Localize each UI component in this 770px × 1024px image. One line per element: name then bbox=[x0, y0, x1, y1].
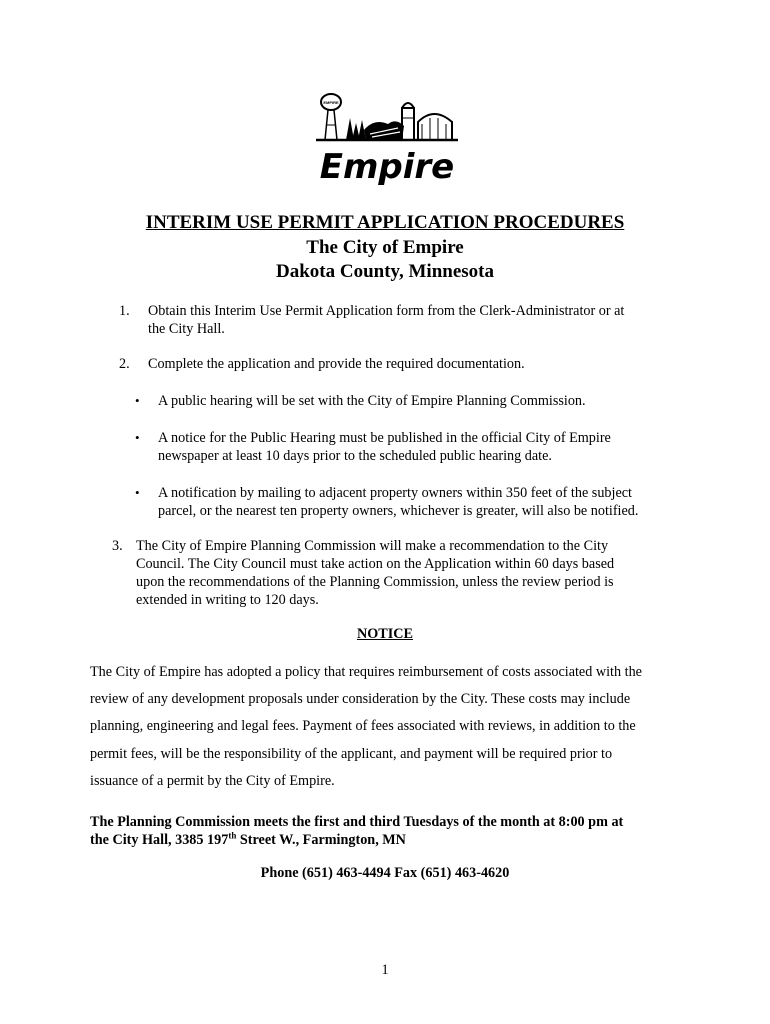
bullet-1-text: A public hearing will be set with the City of Empire Planning Commission. bbox=[158, 393, 586, 409]
meeting-address-part1: the City Hall, 3385 197 bbox=[90, 832, 229, 848]
bullet-icon: • bbox=[135, 485, 140, 500]
page-number: 1 bbox=[381, 962, 389, 978]
bullet-icon: • bbox=[135, 393, 140, 408]
step-3-text-line1: The City of Empire Planning Commission will make a recommendation to the City bbox=[136, 538, 609, 554]
logo-graphic bbox=[312, 90, 462, 190]
notice-line: review of any development proposals under consideration by the City. These costs may include bbox=[90, 691, 631, 708]
meeting-line1: The Planning Commission meets the first and third Tuesdays of the month at 8:00 pm at bbox=[90, 814, 624, 830]
meeting-address-part2: Street W., Farmington, MN bbox=[236, 832, 406, 848]
notice-line: The City of Empire has adopted a policy that requires reimbursement of costs associated with the bbox=[90, 664, 642, 680]
empire-logo bbox=[312, 90, 462, 190]
bullet-3-text-line1: A notification by mailing to adjacent property owners within 350 feet of the subject bbox=[158, 485, 632, 501]
notice-line: planning, engineering and legal fees. Payment of fees associated with reviews, in addition to the bbox=[90, 718, 636, 735]
document-title: INTERIM USE PERMIT APPLICATION PROCEDURES bbox=[145, 212, 625, 233]
notice-paragraph bbox=[90, 659, 690, 795]
meeting-info bbox=[90, 813, 700, 849]
step-1-text-line2: the City Hall. bbox=[148, 321, 225, 337]
logo-wordmark: Empire bbox=[319, 147, 455, 187]
bullet-3-text-line2: parcel, or the nearest ten property owners, whichever is greater, will also be notified. bbox=[158, 503, 639, 519]
step-3-text-line2: Council. The City Council must take action on the Application within 60 days based bbox=[136, 556, 615, 572]
water-tower-label: EMPIRE bbox=[323, 100, 339, 105]
step-2-text: Complete the application and provide the required documentation. bbox=[148, 356, 525, 372]
step-1-text-line1: Obtain this Interim Use Permit Application form from the Clerk-Administrator or at bbox=[148, 303, 625, 319]
meeting-line2 bbox=[90, 831, 700, 849]
contact-phone-fax: Phone (651) 463-4494 Fax (651) 463-4620 bbox=[260, 865, 510, 881]
notice-heading: NOTICE bbox=[357, 626, 413, 642]
step-3-number: 3. bbox=[112, 538, 123, 554]
city-name: The City of Empire bbox=[306, 237, 464, 258]
ordinal-suffix: th bbox=[228, 830, 237, 841]
barn-icon bbox=[418, 114, 452, 140]
step-3-text-line3: upon the recommendations of the Planning Commission, unless the review period is bbox=[136, 574, 614, 590]
notice-line: permit fees, will be the responsibility of the applicant, and payment will be required prior to bbox=[90, 745, 613, 762]
step-1-number: 1. bbox=[119, 303, 130, 319]
bullet-icon: • bbox=[135, 430, 140, 445]
step-3-text-line4: extended in writing to 120 days. bbox=[136, 592, 319, 608]
notice-line: issuance of a permit by the City of Empire. bbox=[90, 772, 335, 789]
silo-icon bbox=[402, 108, 414, 140]
step-2-number: 2. bbox=[119, 356, 130, 372]
county-name: Dakota County, Minnesota bbox=[276, 261, 494, 282]
bullet-2-text-line1: A notice for the Public Hearing must be published in the official City of Empire bbox=[158, 430, 611, 446]
bullet-2-text-line2: newspaper at least 10 days prior to the scheduled public hearing date. bbox=[158, 448, 552, 464]
